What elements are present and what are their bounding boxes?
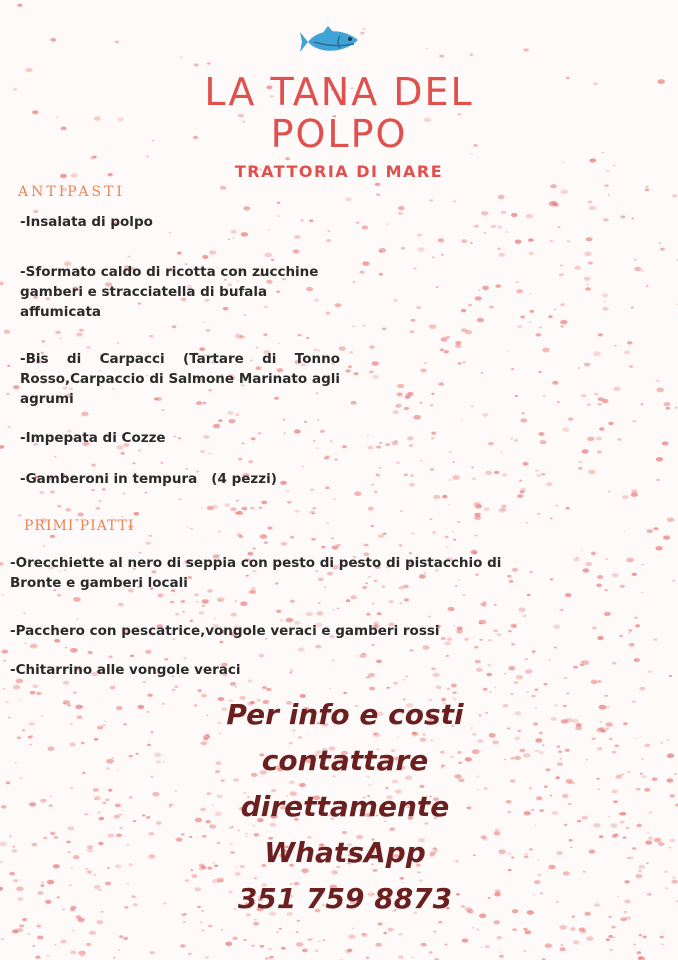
menu-item: -Orecchiette al nero di seppia con pesto di pesto di pistacchio di Bronte e gamberi locali [10,555,502,591]
primi-heading: PRIMI PIATTI [24,518,135,534]
contact-line-1: Per info e costi [226,698,464,731]
antipasti-heading: ANTIPASTI [18,184,125,200]
fish-icon [300,24,370,60]
phone-number: 351 759 8873 [237,882,453,915]
contact-line-4: WhatsApp [264,836,426,869]
contact-line-2: contattare [261,744,429,777]
menu-item: -Sformato caldo di ricotta con zucchine gamberi e stracciatella di bufala affumicata [20,264,319,320]
menu-item: -Pacchero con pescatrice,vongole veraci e gamberi rossi [10,623,440,639]
menu-item: -Gamberoni in tempura (4 pezzi) [20,471,277,487]
title-line-2: POLPO [270,112,408,156]
contact-line-3: direttamente [240,790,450,823]
menu-item: -Chitarrino alle vongole veraci [10,662,241,678]
menu-item: -Impepata di Cozze [20,430,166,446]
menu-item: -Bis di Carpacci (Tartare di Tonno Rosso,Carpaccio di Salmone Marinato agli agrumi [20,351,340,407]
subtitle: TRATTORIA DI MARE [234,162,444,181]
menu-item: -Insalata di polpo [20,214,153,230]
contact-block [195,692,495,922]
title-line-1: LA TANA DEL [204,70,474,114]
